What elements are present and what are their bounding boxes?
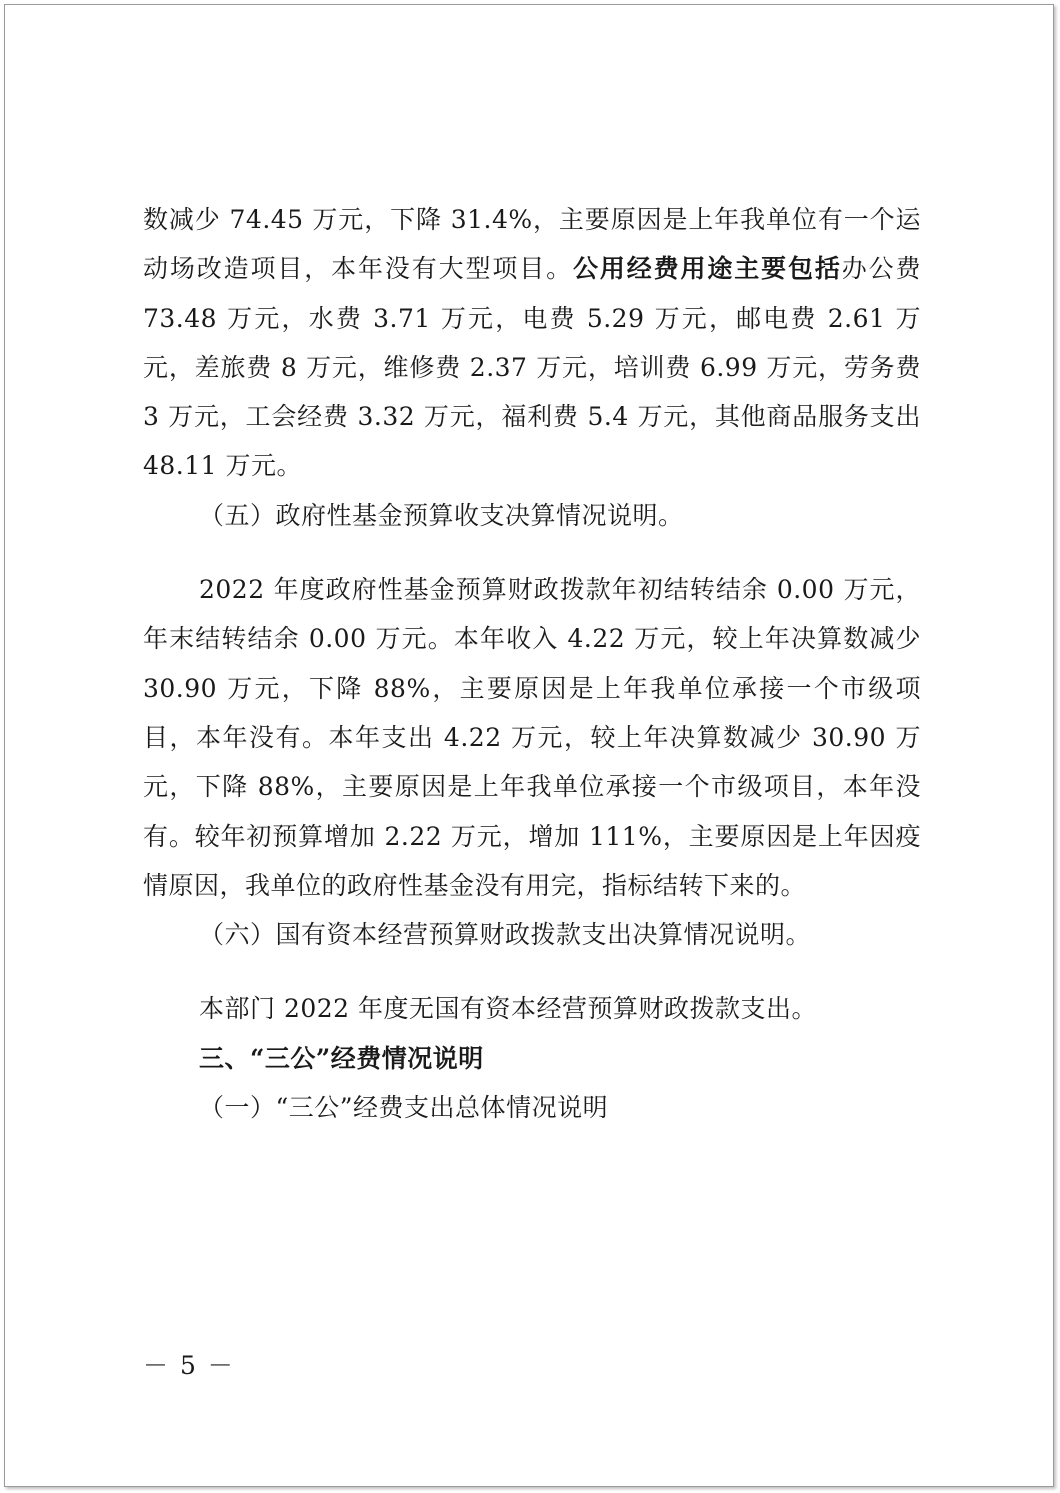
heading-state-capital: （六）国有资本经营预算财政拨款支出决算情况说明。 (199, 920, 812, 950)
page-number: － 5 － (143, 1351, 235, 1380)
heading-government-fund: （五）政府性基金预算收支决算情况说明。 (199, 500, 684, 530)
paragraph-state-capital: 本部门 2022 年度无国有资本经营预算财政拨款支出。 (199, 994, 818, 1024)
document-body (143, 195, 921, 1132)
paragraph-public-expenses-lead: 数减少 74.45 万元，下降 31.4%，主要原因是上年我单位有一个运动场改造项目，本年没有大型项目。 (143, 205, 921, 284)
paragraph-public-expenses-items: 办公费 73.48 万元，水费 3.71 万元，电费 5.29 万元，邮电费 2.61 万元，差旅费 8 万元，维修费 2.37 万元，培训费 6.99 万元，劳务费 3 万元，工会经费 3.32 万元，福利费 5.4 万元，其他商品服务支出 48.11 万元。 (143, 254, 921, 481)
section-three-public-expenses: 三、“三公”经费情况说明 (199, 1043, 484, 1073)
paragraph-government-fund: 2022 年度政府性基金预算财政拨款年初结转结余 0.00 万元，年末结转结余 0.00 万元。本年收入 4.22 万元，较上年决算数减少 30.90 万元，下降 88%，主要原因是上年我单位承接一个市级项目，本年没有。本年支出 4.22 万元，较上年决算数减少 30.90 万元，下降 88%，主要原因是上年我单位承接一个市级项目，本年没有。较年初预算增加 2.22 万元，增加 111%，主要原因是上年因疫情原因，我单位的政府性基金没有用完，指标结转下来的。 (143, 575, 921, 900)
paragraph-public-expenses-emphasis: 公用经费用途主要包括 (572, 254, 842, 284)
paragraph-public-expenses (143, 195, 921, 491)
subsection-overall-expenses: （一）“三公”经费支出总体情况说明 (199, 1093, 609, 1123)
